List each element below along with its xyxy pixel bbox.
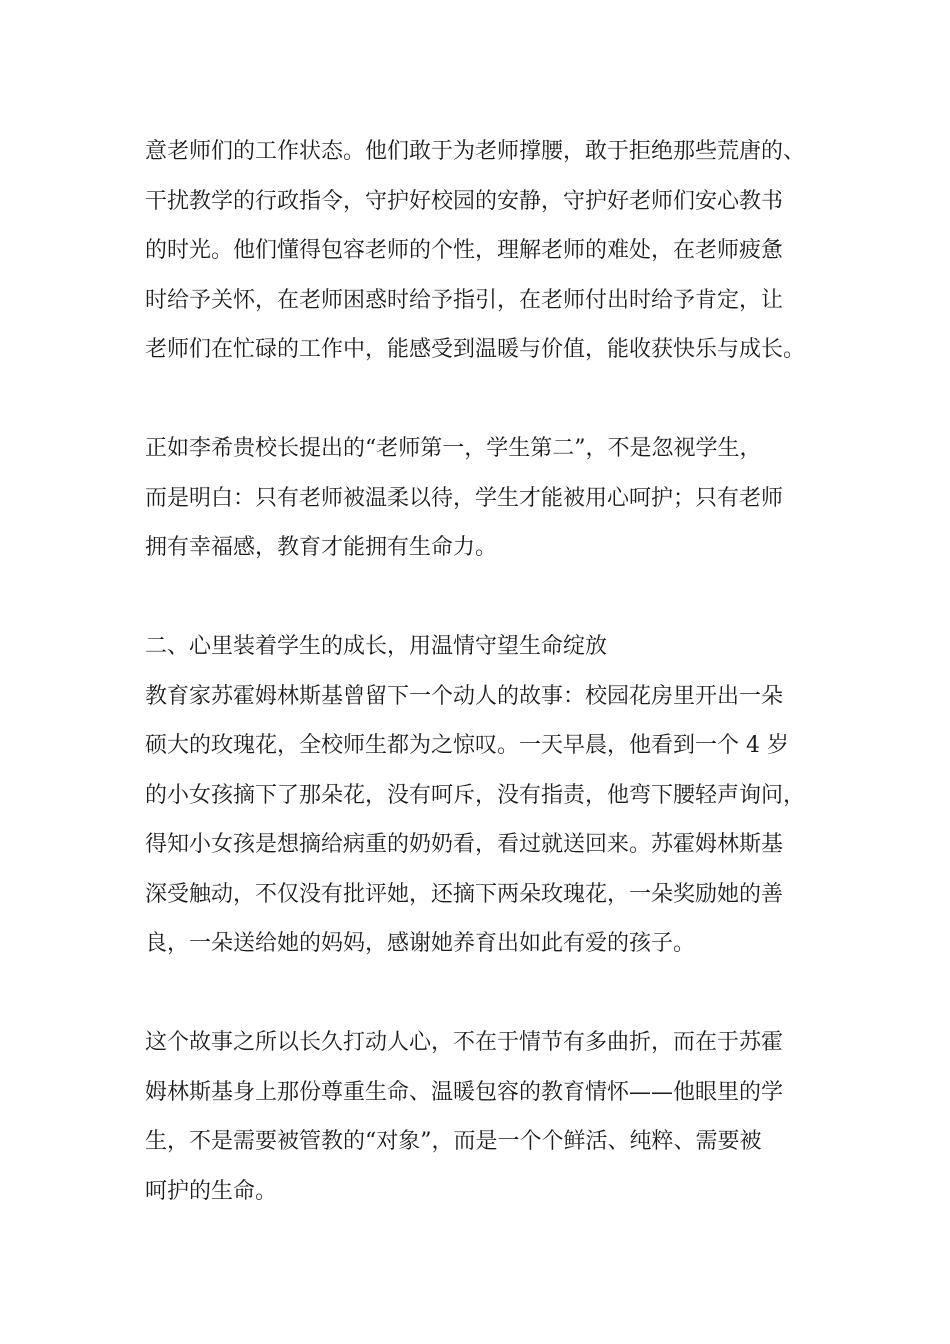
text-line: 拥有幸福感，教育才能拥有生命力。 xyxy=(145,535,498,560)
text-line: 呵护的生命。 xyxy=(145,1178,278,1204)
paragraph-teacher-state xyxy=(145,127,835,375)
text-line: 意老师们的工作状态。他们敢于为老师撑腰，敢于拒绝那些荒唐的、 xyxy=(145,139,806,164)
section-heading: 二、心里装着学生的成长，用温情守望生命绽放 xyxy=(145,634,608,659)
text-line: 硕大的玫瑰花，全校师生都为之惊叹。一天早晨，他看到一个 4 岁 xyxy=(145,733,789,758)
text-line: 老师们在忙碌的工作中，能感受到温暖与价值，能收获快乐与成长。 xyxy=(145,337,806,362)
text-line: 姆林斯基身上那份尊重生命、温暖包容的教育情怀——他眼里的学 xyxy=(145,1079,784,1105)
paragraph-gap xyxy=(145,969,835,1019)
text-line: 得知小女孩是想摘给病重的奶奶看，看过就送回来。苏霍姆林斯基 xyxy=(145,832,784,857)
text-line: 的小女孩摘下了那朵花，没有呵斥，没有指责，他弯下腰轻声询问， xyxy=(145,782,806,808)
text-line: 教育家苏霍姆林斯基曾留下一个动人的故事：校园花房里开出一朵 xyxy=(145,683,784,709)
text-line: 时给予关怀，在老师困惑时给予指引，在老师付出时给予肯定，让 xyxy=(145,287,784,313)
paragraph-li-xigui-quote xyxy=(145,424,835,573)
text-line: 生，不是需要被管教的“对象”，而是一个个鲜活、纯粹、需要被 xyxy=(145,1129,762,1154)
text-line: 干扰教学的行政指令，守护好校园的安静，守护好老师们安心教书 xyxy=(145,188,784,214)
paragraph-gap xyxy=(145,573,835,623)
text-line: 而是明白：只有老师被温柔以待，学生才能被用心呵护；只有老师 xyxy=(145,485,784,511)
text-line: 良，一朵送给她的妈妈，感谢她养育出如此有爱的孩子。 xyxy=(145,931,696,956)
text-line: 的时光。他们懂得包容老师的个性，理解老师的难处，在老师疲惫 xyxy=(145,238,784,263)
text-line: 这个故事之所以长久打动人心，不在于情节有多曲折，而在于苏霍 xyxy=(145,1030,784,1055)
paragraph-rose-story xyxy=(145,672,835,969)
text-line: 正如李希贵校长提出的“老师第一，学生第二”，不是忽视学生， xyxy=(145,436,762,461)
paragraph-story-meaning xyxy=(145,1018,835,1216)
paragraph-gap xyxy=(145,375,835,425)
text-line: 深受触动，不仅没有批评她，还摘下两朵玫瑰花，一朵奖励她的善 xyxy=(145,881,784,907)
document-body xyxy=(145,127,835,1216)
